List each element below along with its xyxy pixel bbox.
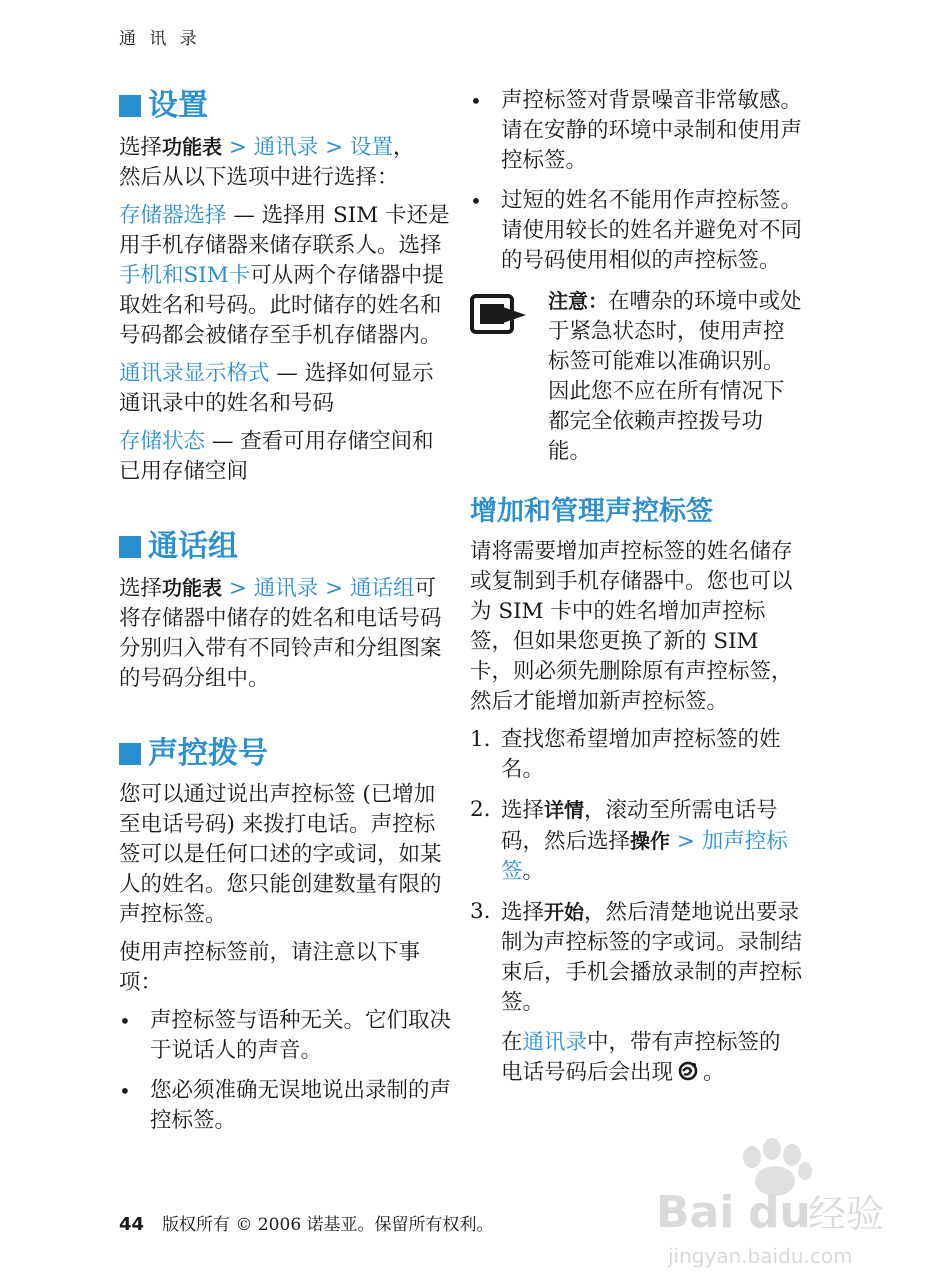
groups-select-text: 选择 [119, 576, 163, 601]
final-text: 中，带有声控标签的电话号码后会出现 [501, 1030, 781, 1085]
path-separator: > [670, 829, 702, 854]
note-label: 注意： [548, 289, 608, 313]
note-box [470, 286, 802, 467]
option-memory-status-desc: — 查看可用存储空间和已用存储空间 [119, 429, 434, 484]
bullet-icon: • [119, 1079, 131, 1103]
options-command: 操作 [630, 829, 671, 853]
list-item [119, 1006, 451, 1066]
option-display-format [119, 359, 451, 419]
option-memory-desc-2: 可从两个存储器中提取姓名和号码。此时储存的姓名和号码都会被储存至手机存储器内。 [119, 263, 444, 348]
option-memory-link[interactable]: 存储器选择 [119, 203, 227, 228]
path-end: ， [392, 135, 415, 160]
watermark-brand: Bai [656, 1187, 735, 1238]
step-number: 2. [470, 797, 491, 822]
add-paragraph: 请将需要增加声控标签的姓名储存或复制到手机存储器中。您也可以为 SIM 卡中的姓名增加声控标签，但如果您更换了新的 SIM 卡，则必须先删除原有声控标签，然后才能增加新声控标签。 [470, 539, 793, 714]
section-title-voice [119, 734, 451, 774]
voice-paragraph-2: 使用声控标签前，请注意以下事项： [119, 940, 421, 995]
start-command: 开始 [544, 900, 585, 924]
note-body: 在嘈杂的环境中或处于紧急状态时，使用声控标签可能难以准确识别。因此您不应在所有情况下都完全依赖声控拨号功能。 [548, 289, 802, 464]
section-square-icon [119, 95, 141, 117]
path-separator: > [228, 135, 247, 160]
option-memory-status [119, 427, 451, 487]
phone-and-sim-link[interactable]: 手机和SIM卡 [119, 263, 251, 288]
settings-intro: 然后从以下选项中进行选择： [119, 165, 399, 190]
add-voice-tag-link[interactable]: 加声控标签 [501, 829, 788, 884]
section-title-groups [119, 527, 451, 567]
step-text: 选择 [501, 900, 545, 925]
steps-list [470, 725, 802, 1018]
note-hand-icon [470, 294, 528, 336]
section-title-settings-text: 设置 [148, 88, 208, 123]
list-item-text: 您必须准确无误地说出录制的声控标签。 [150, 1078, 452, 1133]
list-item [470, 186, 802, 276]
groups-menu-text: 功能表 [162, 576, 223, 600]
groups-contacts-link[interactable]: 通讯录 [253, 576, 319, 601]
running-head: 通 讯 录 [119, 29, 201, 49]
path-separator: > [325, 576, 344, 601]
watermark-brand-2: du [748, 1187, 811, 1238]
path-separator: > [228, 576, 247, 601]
copyright-text: 版权所有 © 2006 诺基亚。保留所有权利。 [162, 1215, 494, 1235]
voice-tag-icon [677, 1060, 699, 1082]
section-title-voice-text: 声控拨号 [148, 736, 268, 771]
step-item [470, 725, 802, 785]
contacts-link[interactable]: 通讯录 [522, 1030, 588, 1055]
list-item-text: 过短的姓名不能用作声控标签。请使用较长的姓名并避免对不同的号码使用相似的声控标签。 [501, 188, 803, 273]
bullet-icon: • [470, 89, 482, 113]
settings-path [119, 132, 451, 193]
final-paragraph [470, 1028, 802, 1088]
section-square-icon [119, 743, 141, 765]
note-text [548, 286, 802, 467]
list-item [119, 1076, 451, 1136]
step-number: 3. [470, 899, 491, 924]
final-end: 。 [703, 1060, 725, 1085]
groups-link[interactable]: 通话组 [349, 576, 415, 601]
path-contacts-link[interactable]: 通讯录 [253, 135, 319, 160]
list-item-text: 声控标签与语种无关。它们取决于说话人的声音。 [150, 1008, 452, 1063]
groups-text [119, 573, 451, 694]
groups-desc: 可将存储器中储存的姓名和电话号码分别归入带有不同铃声和分组图案的号码分组中。 [119, 576, 442, 691]
section-title-settings [119, 86, 451, 126]
path-menu-text: 功能表 [162, 135, 223, 159]
step-text: 选择 [501, 798, 545, 823]
step-text: 。 [522, 859, 545, 884]
right-column [470, 86, 802, 1096]
option-memory-desc: — 选择用 SIM 卡还是用手机存储器来储存联系人。选择 [119, 203, 450, 258]
option-memory-status-link[interactable]: 存储状态 [119, 429, 206, 454]
voice-bullets-left [119, 1006, 451, 1136]
page-number: 44 [119, 1214, 145, 1235]
list-item-text: 声控标签对背景噪音非常敏感。请在安静的环境中录制和使用声控标签。 [501, 88, 803, 173]
step-number: 1. [470, 727, 491, 752]
page-footer [119, 1210, 494, 1235]
voice-bullets-right [470, 86, 802, 276]
step-item [470, 795, 802, 887]
step-item [470, 897, 802, 1018]
voice-paragraph-1: 您可以通过说出声控标签 (已增加至电话号码) 来拨打电话。声控标签可以是任何口述的字或词，如某人的姓名。您只能创建数量有限的声控标签。 [119, 782, 442, 927]
section-title-groups-text: 通话组 [148, 529, 238, 564]
option-display-format-desc: — 选择如何显示通讯录中的姓名和号码 [119, 361, 434, 416]
section-square-icon [119, 536, 141, 558]
final-text: 在 [501, 1030, 523, 1055]
step-text: ，然后清楚地说出要录制为声控标签的字或词。录制结束后，手机会播放录制的声控标签。 [501, 900, 803, 1015]
step-text: 查找您希望增加声控标签的姓名。 [501, 727, 781, 782]
path-separator: > [325, 135, 344, 160]
path-settings-link[interactable]: 设置 [349, 135, 393, 160]
subsection-title-add: 增加和管理声控标签 [470, 496, 713, 527]
details-command: 详情 [544, 798, 585, 822]
watermark-cn: 经验 [808, 1192, 885, 1236]
option-memory [119, 201, 451, 351]
bullet-icon: • [119, 1009, 131, 1033]
step-text: ，滚动至所需电话号码，然后选择 [501, 798, 778, 854]
list-item [470, 86, 802, 176]
bullet-icon: • [470, 189, 482, 213]
left-column [119, 86, 451, 1146]
path-select-text: 选择 [119, 135, 163, 160]
option-display-format-link[interactable]: 通讯录显示格式 [119, 361, 270, 386]
watermark-url: jingyan.baidu.com [668, 1244, 853, 1268]
baidu-watermark-logo [640, 1135, 900, 1275]
